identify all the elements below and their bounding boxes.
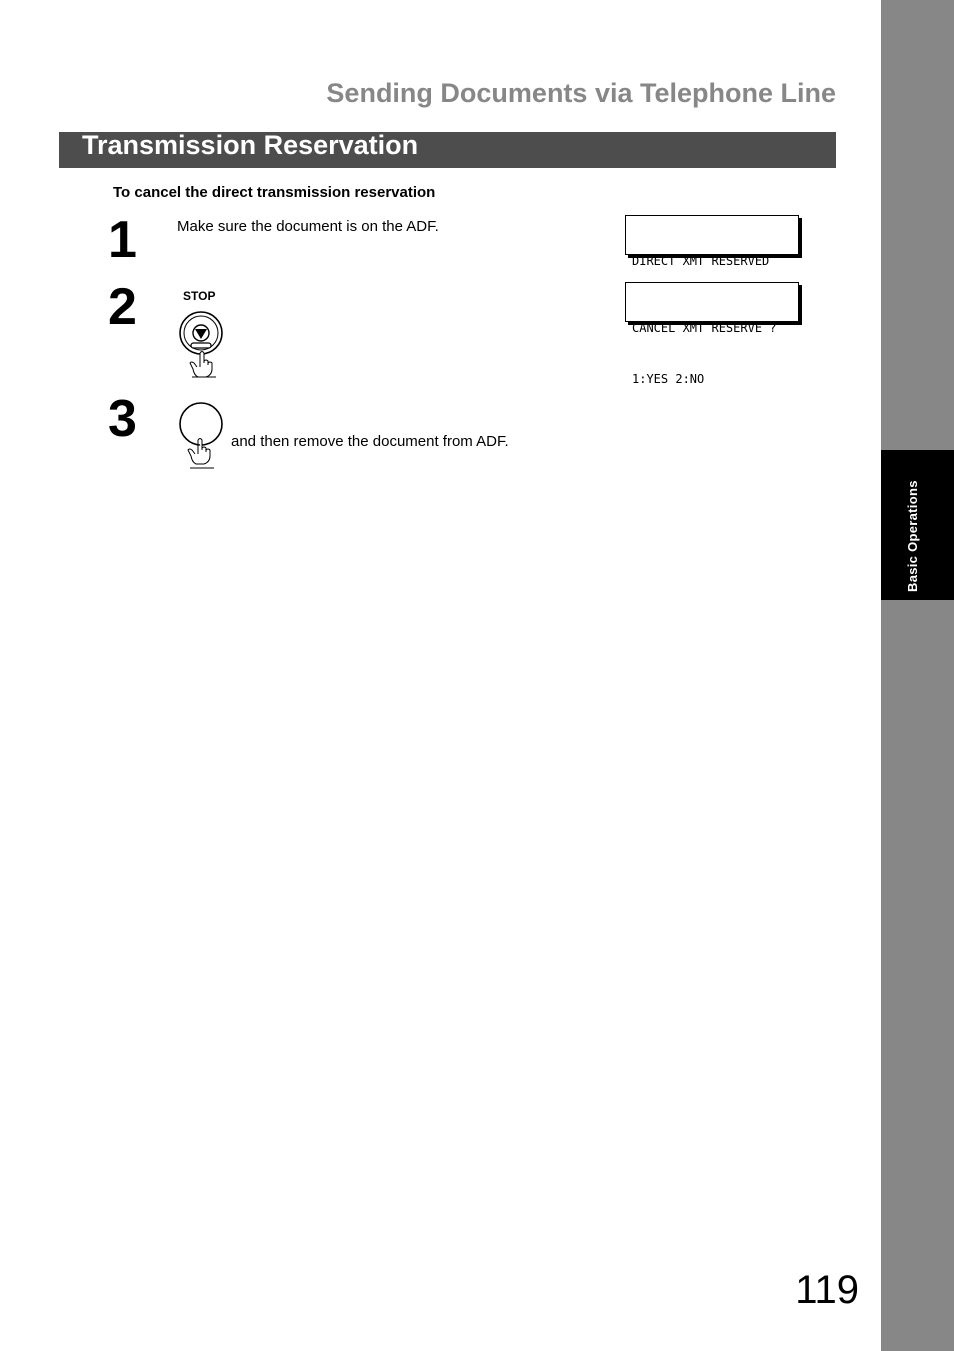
- step-1-number: 1: [108, 211, 137, 269]
- step-1-text: Make sure the document is on the ADF.: [177, 218, 439, 235]
- lcd-line-2: 1:YES 2:NO: [632, 372, 705, 386]
- chapter-index-tab-label: Basic Operations: [905, 480, 920, 592]
- step-1-lcd-display: [625, 215, 799, 268]
- side-margin-bar: [881, 0, 954, 1351]
- chapter-title: Sending Documents via Telephone Line: [326, 78, 836, 108]
- step-2-lcd-display: [625, 282, 799, 386]
- step-3-number: 3: [108, 390, 137, 448]
- page-number: 119: [795, 1268, 859, 1312]
- step-2-number: 2: [108, 278, 137, 336]
- stop-key-label: STOP: [183, 289, 216, 303]
- procedure-heading: To cancel the direct transmission reservation: [113, 184, 436, 201]
- section-title: Transmission Reservation: [82, 130, 419, 160]
- stop-key-icon[interactable]: [178, 309, 228, 381]
- blank-key-icon[interactable]: [178, 402, 228, 472]
- step-3-text: and then remove the document from ADF.: [231, 433, 509, 450]
- lcd-line-1: DIRECT XMT RESERVED: [632, 254, 770, 268]
- lcd-line-1: CANCEL XMT RESERVE ?: [632, 321, 777, 335]
